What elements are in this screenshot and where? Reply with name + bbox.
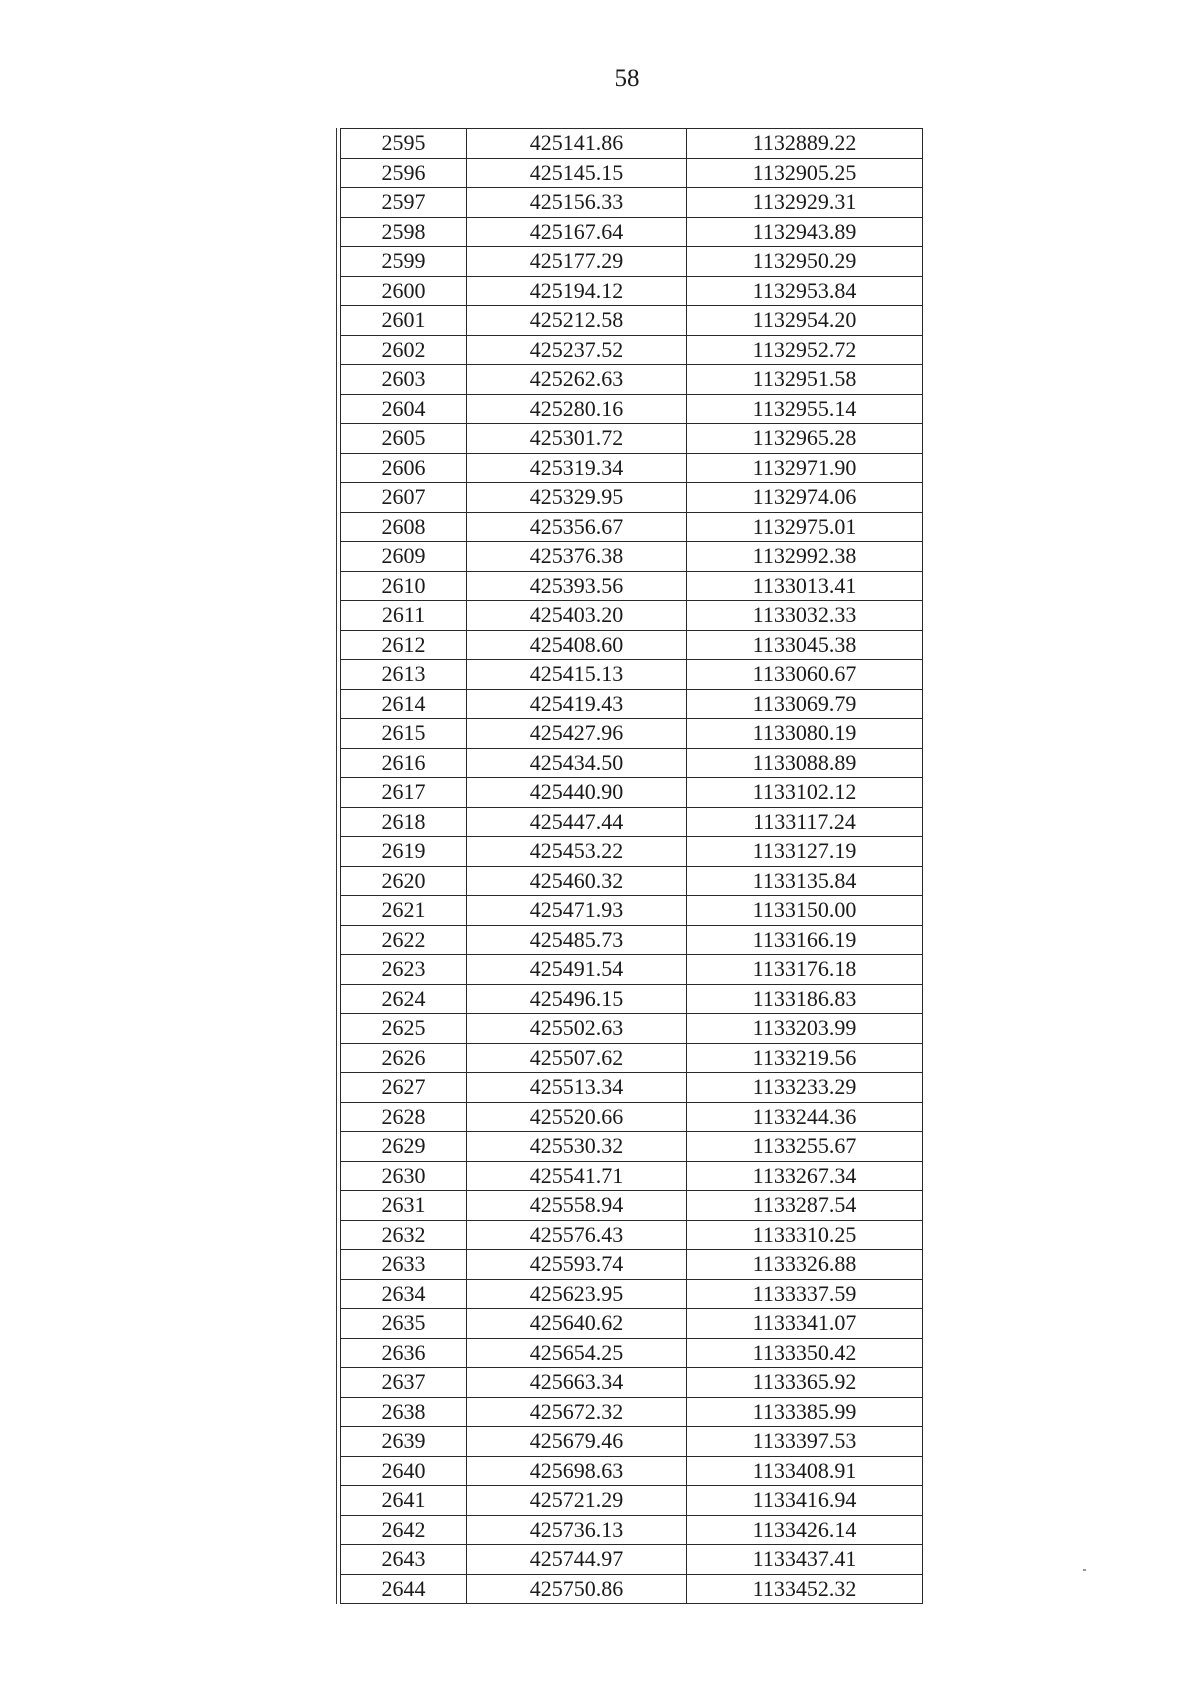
y-coordinate-cell: 1133452.32 bbox=[687, 1574, 923, 1604]
y-coordinate-cell: 1133166.19 bbox=[687, 925, 923, 955]
x-coordinate-cell: 425744.97 bbox=[467, 1545, 687, 1575]
table-row bbox=[341, 276, 923, 306]
x-coordinate-cell: 425434.50 bbox=[467, 748, 687, 778]
x-coordinate-cell: 425460.32 bbox=[467, 866, 687, 896]
point-number-cell: 2600 bbox=[341, 276, 467, 306]
point-number-cell: 2605 bbox=[341, 424, 467, 454]
table-row bbox=[341, 1545, 923, 1575]
table-row bbox=[341, 1574, 923, 1604]
point-number-cell: 2596 bbox=[341, 158, 467, 188]
point-number-cell: 2621 bbox=[341, 896, 467, 926]
x-coordinate-cell: 425507.62 bbox=[467, 1043, 687, 1073]
table-row bbox=[341, 571, 923, 601]
coordinates-table-body bbox=[341, 129, 923, 1604]
y-coordinate-cell: 1133326.88 bbox=[687, 1250, 923, 1280]
y-coordinate-cell: 1132951.58 bbox=[687, 365, 923, 395]
x-coordinate-cell: 425663.34 bbox=[467, 1368, 687, 1398]
x-coordinate-cell: 425427.96 bbox=[467, 719, 687, 749]
table-row bbox=[341, 984, 923, 1014]
y-coordinate-cell: 1133127.19 bbox=[687, 837, 923, 867]
x-coordinate-cell: 425593.74 bbox=[467, 1250, 687, 1280]
x-coordinate-cell: 425141.86 bbox=[467, 129, 687, 159]
table-row bbox=[341, 217, 923, 247]
point-number-cell: 2607 bbox=[341, 483, 467, 513]
y-coordinate-cell: 1132955.14 bbox=[687, 394, 923, 424]
y-coordinate-cell: 1133287.54 bbox=[687, 1191, 923, 1221]
coordinates-table bbox=[340, 128, 923, 1604]
table-row bbox=[341, 365, 923, 395]
table-row bbox=[341, 1515, 923, 1545]
x-coordinate-cell: 425440.90 bbox=[467, 778, 687, 808]
y-coordinate-cell: 1133255.67 bbox=[687, 1132, 923, 1162]
x-coordinate-cell: 425496.15 bbox=[467, 984, 687, 1014]
point-number-cell: 2640 bbox=[341, 1456, 467, 1486]
y-coordinate-cell: 1133117.24 bbox=[687, 807, 923, 837]
point-number-cell: 2625 bbox=[341, 1014, 467, 1044]
x-coordinate-cell: 425419.43 bbox=[467, 689, 687, 719]
y-coordinate-cell: 1133416.94 bbox=[687, 1486, 923, 1516]
x-coordinate-cell: 425471.93 bbox=[467, 896, 687, 926]
x-coordinate-cell: 425280.16 bbox=[467, 394, 687, 424]
y-coordinate-cell: 1133350.42 bbox=[687, 1338, 923, 1368]
y-coordinate-cell: 1133135.84 bbox=[687, 866, 923, 896]
y-coordinate-cell: 1132905.25 bbox=[687, 158, 923, 188]
table-row bbox=[341, 1043, 923, 1073]
table-row bbox=[341, 188, 923, 218]
table-row bbox=[341, 866, 923, 896]
coordinates-table-container bbox=[340, 128, 922, 1604]
y-coordinate-cell: 1133080.19 bbox=[687, 719, 923, 749]
point-number-cell: 2639 bbox=[341, 1427, 467, 1457]
y-coordinate-cell: 1133408.91 bbox=[687, 1456, 923, 1486]
point-number-cell: 2615 bbox=[341, 719, 467, 749]
point-number-cell: 2601 bbox=[341, 306, 467, 336]
point-number-cell: 2624 bbox=[341, 984, 467, 1014]
y-coordinate-cell: 1132992.38 bbox=[687, 542, 923, 572]
x-coordinate-cell: 425736.13 bbox=[467, 1515, 687, 1545]
table-row bbox=[341, 1220, 923, 1250]
point-number-cell: 2599 bbox=[341, 247, 467, 277]
table-row bbox=[341, 1397, 923, 1427]
point-number-cell: 2604 bbox=[341, 394, 467, 424]
table-row bbox=[341, 1102, 923, 1132]
table-row bbox=[341, 424, 923, 454]
x-coordinate-cell: 425319.34 bbox=[467, 453, 687, 483]
table-row bbox=[341, 778, 923, 808]
x-coordinate-cell: 425520.66 bbox=[467, 1102, 687, 1132]
x-coordinate-cell: 425491.54 bbox=[467, 955, 687, 985]
point-number-cell: 2610 bbox=[341, 571, 467, 601]
x-coordinate-cell: 425750.86 bbox=[467, 1574, 687, 1604]
y-coordinate-cell: 1133244.36 bbox=[687, 1102, 923, 1132]
x-coordinate-cell: 425167.64 bbox=[467, 217, 687, 247]
table-row bbox=[341, 483, 923, 513]
point-number-cell: 2634 bbox=[341, 1279, 467, 1309]
table-row bbox=[341, 1250, 923, 1280]
x-coordinate-cell: 425640.62 bbox=[467, 1309, 687, 1339]
x-coordinate-cell: 425329.95 bbox=[467, 483, 687, 513]
table-row bbox=[341, 512, 923, 542]
table-row bbox=[341, 660, 923, 690]
point-number-cell: 2642 bbox=[341, 1515, 467, 1545]
table-row bbox=[341, 247, 923, 277]
y-coordinate-cell: 1132953.84 bbox=[687, 276, 923, 306]
point-number-cell: 2611 bbox=[341, 601, 467, 631]
y-coordinate-cell: 1133102.12 bbox=[687, 778, 923, 808]
x-coordinate-cell: 425301.72 bbox=[467, 424, 687, 454]
x-coordinate-cell: 425623.95 bbox=[467, 1279, 687, 1309]
point-number-cell: 2623 bbox=[341, 955, 467, 985]
x-coordinate-cell: 425376.38 bbox=[467, 542, 687, 572]
table-row bbox=[341, 689, 923, 719]
point-number-cell: 2641 bbox=[341, 1486, 467, 1516]
table-row bbox=[341, 601, 923, 631]
table-row bbox=[341, 925, 923, 955]
x-coordinate-cell: 425177.29 bbox=[467, 247, 687, 277]
point-number-cell: 2630 bbox=[341, 1161, 467, 1191]
y-coordinate-cell: 1133267.34 bbox=[687, 1161, 923, 1191]
table-row bbox=[341, 158, 923, 188]
x-coordinate-cell: 425541.71 bbox=[467, 1161, 687, 1191]
table-row bbox=[341, 719, 923, 749]
table-row bbox=[341, 748, 923, 778]
y-coordinate-cell: 1133337.59 bbox=[687, 1279, 923, 1309]
y-coordinate-cell: 1132974.06 bbox=[687, 483, 923, 513]
y-coordinate-cell: 1133176.18 bbox=[687, 955, 923, 985]
table-row bbox=[341, 1014, 923, 1044]
x-coordinate-cell: 425485.73 bbox=[467, 925, 687, 955]
point-number-cell: 2597 bbox=[341, 188, 467, 218]
y-coordinate-cell: 1133385.99 bbox=[687, 1397, 923, 1427]
table-row bbox=[341, 837, 923, 867]
table-row bbox=[341, 1368, 923, 1398]
point-number-cell: 2609 bbox=[341, 542, 467, 572]
point-number-cell: 2631 bbox=[341, 1191, 467, 1221]
table-row bbox=[341, 896, 923, 926]
point-number-cell: 2612 bbox=[341, 630, 467, 660]
y-coordinate-cell: 1133233.29 bbox=[687, 1073, 923, 1103]
x-coordinate-cell: 425408.60 bbox=[467, 630, 687, 660]
table-row bbox=[341, 1161, 923, 1191]
scan-speck bbox=[1083, 1569, 1086, 1571]
table-row bbox=[341, 1338, 923, 1368]
point-number-cell: 2606 bbox=[341, 453, 467, 483]
y-coordinate-cell: 1133186.83 bbox=[687, 984, 923, 1014]
point-number-cell: 2633 bbox=[341, 1250, 467, 1280]
x-coordinate-cell: 425447.44 bbox=[467, 807, 687, 837]
y-coordinate-cell: 1133203.99 bbox=[687, 1014, 923, 1044]
table-row bbox=[341, 394, 923, 424]
x-coordinate-cell: 425513.34 bbox=[467, 1073, 687, 1103]
x-coordinate-cell: 425654.25 bbox=[467, 1338, 687, 1368]
table-row bbox=[341, 1309, 923, 1339]
point-number-cell: 2619 bbox=[341, 837, 467, 867]
point-number-cell: 2627 bbox=[341, 1073, 467, 1103]
point-number-cell: 2626 bbox=[341, 1043, 467, 1073]
x-coordinate-cell: 425145.15 bbox=[467, 158, 687, 188]
x-coordinate-cell: 425194.12 bbox=[467, 276, 687, 306]
point-number-cell: 2595 bbox=[341, 129, 467, 159]
x-coordinate-cell: 425403.20 bbox=[467, 601, 687, 631]
y-coordinate-cell: 1133437.41 bbox=[687, 1545, 923, 1575]
y-coordinate-cell: 1133397.53 bbox=[687, 1427, 923, 1457]
y-coordinate-cell: 1132971.90 bbox=[687, 453, 923, 483]
x-coordinate-cell: 425558.94 bbox=[467, 1191, 687, 1221]
y-coordinate-cell: 1132889.22 bbox=[687, 129, 923, 159]
x-coordinate-cell: 425502.63 bbox=[467, 1014, 687, 1044]
y-coordinate-cell: 1132975.01 bbox=[687, 512, 923, 542]
point-number-cell: 2635 bbox=[341, 1309, 467, 1339]
point-number-cell: 2638 bbox=[341, 1397, 467, 1427]
table-row bbox=[341, 1191, 923, 1221]
y-coordinate-cell: 1133069.79 bbox=[687, 689, 923, 719]
point-number-cell: 2614 bbox=[341, 689, 467, 719]
x-coordinate-cell: 425212.58 bbox=[467, 306, 687, 336]
x-coordinate-cell: 425453.22 bbox=[467, 837, 687, 867]
point-number-cell: 2613 bbox=[341, 660, 467, 690]
x-coordinate-cell: 425156.33 bbox=[467, 188, 687, 218]
point-number-cell: 2602 bbox=[341, 335, 467, 365]
y-coordinate-cell: 1132929.31 bbox=[687, 188, 923, 218]
y-coordinate-cell: 1132950.29 bbox=[687, 247, 923, 277]
x-coordinate-cell: 425530.32 bbox=[467, 1132, 687, 1162]
y-coordinate-cell: 1133032.33 bbox=[687, 601, 923, 631]
table-row bbox=[341, 1456, 923, 1486]
y-coordinate-cell: 1132965.28 bbox=[687, 424, 923, 454]
point-number-cell: 2617 bbox=[341, 778, 467, 808]
x-coordinate-cell: 425721.29 bbox=[467, 1486, 687, 1516]
table-row bbox=[341, 1073, 923, 1103]
point-number-cell: 2622 bbox=[341, 925, 467, 955]
table-row bbox=[341, 807, 923, 837]
point-number-cell: 2618 bbox=[341, 807, 467, 837]
y-coordinate-cell: 1133219.56 bbox=[687, 1043, 923, 1073]
point-number-cell: 2636 bbox=[341, 1338, 467, 1368]
point-number-cell: 2632 bbox=[341, 1220, 467, 1250]
point-number-cell: 2620 bbox=[341, 866, 467, 896]
table-row bbox=[341, 129, 923, 159]
x-coordinate-cell: 425576.43 bbox=[467, 1220, 687, 1250]
x-coordinate-cell: 425698.63 bbox=[467, 1456, 687, 1486]
point-number-cell: 2637 bbox=[341, 1368, 467, 1398]
table-row bbox=[341, 306, 923, 336]
point-number-cell: 2616 bbox=[341, 748, 467, 778]
x-coordinate-cell: 425415.13 bbox=[467, 660, 687, 690]
table-row bbox=[341, 630, 923, 660]
point-number-cell: 2629 bbox=[341, 1132, 467, 1162]
y-coordinate-cell: 1132952.72 bbox=[687, 335, 923, 365]
table-row bbox=[341, 1486, 923, 1516]
y-coordinate-cell: 1133310.25 bbox=[687, 1220, 923, 1250]
x-coordinate-cell: 425262.63 bbox=[467, 365, 687, 395]
point-number-cell: 2598 bbox=[341, 217, 467, 247]
y-coordinate-cell: 1133365.92 bbox=[687, 1368, 923, 1398]
table-row bbox=[341, 955, 923, 985]
table-row bbox=[341, 335, 923, 365]
point-number-cell: 2603 bbox=[341, 365, 467, 395]
x-coordinate-cell: 425356.67 bbox=[467, 512, 687, 542]
point-number-cell: 2608 bbox=[341, 512, 467, 542]
y-coordinate-cell: 1133150.00 bbox=[687, 896, 923, 926]
x-coordinate-cell: 425672.32 bbox=[467, 1397, 687, 1427]
y-coordinate-cell: 1132943.89 bbox=[687, 217, 923, 247]
y-coordinate-cell: 1133341.07 bbox=[687, 1309, 923, 1339]
y-coordinate-cell: 1133060.67 bbox=[687, 660, 923, 690]
point-number-cell: 2643 bbox=[341, 1545, 467, 1575]
y-coordinate-cell: 1133013.41 bbox=[687, 571, 923, 601]
table-row bbox=[341, 1132, 923, 1162]
y-coordinate-cell: 1132954.20 bbox=[687, 306, 923, 336]
table-row bbox=[341, 1279, 923, 1309]
point-number-cell: 2644 bbox=[341, 1574, 467, 1604]
table-row bbox=[341, 453, 923, 483]
page-number: 58 bbox=[614, 65, 640, 92]
x-coordinate-cell: 425679.46 bbox=[467, 1427, 687, 1457]
x-coordinate-cell: 425393.56 bbox=[467, 571, 687, 601]
y-coordinate-cell: 1133426.14 bbox=[687, 1515, 923, 1545]
x-coordinate-cell: 425237.52 bbox=[467, 335, 687, 365]
y-coordinate-cell: 1133045.38 bbox=[687, 630, 923, 660]
table-row bbox=[341, 1427, 923, 1457]
table-row bbox=[341, 542, 923, 572]
point-number-cell: 2628 bbox=[341, 1102, 467, 1132]
y-coordinate-cell: 1133088.89 bbox=[687, 748, 923, 778]
